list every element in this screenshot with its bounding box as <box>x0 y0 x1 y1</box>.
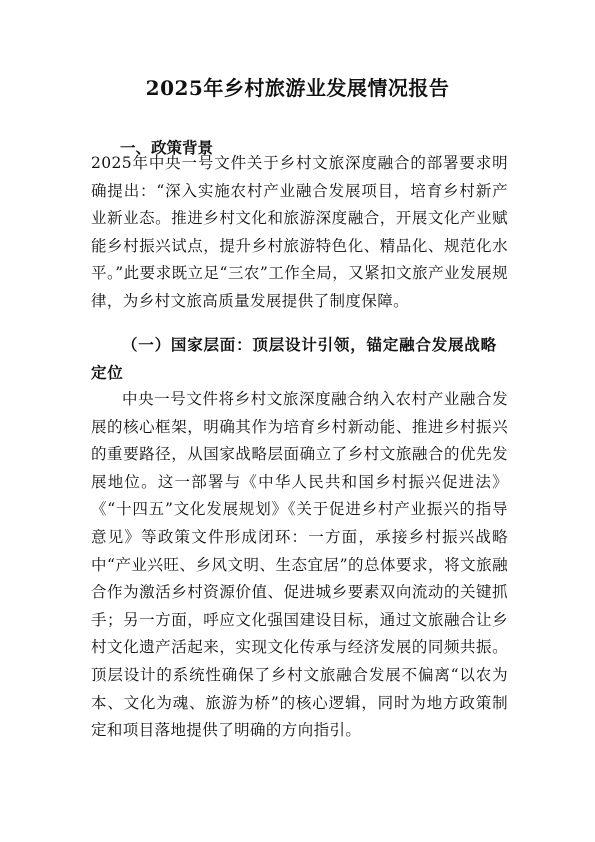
subsection-heading-national-level: （一）国家层面：顶层设计引领，锚定融合发展战略定位 <box>91 335 497 382</box>
paragraph-policy-background <box>91 150 508 316</box>
document-title: 2025年乡村旅游业发展情况报告 <box>145 76 450 100</box>
section-heading-policy-background: 一、政策背景 <box>120 139 214 157</box>
paragraph-text: 2025年中央一号文件关于乡村文旅深度融合的部署要求明确提出：“深入实施农村产业融合发展项目，培育乡村新产业新业态。推进乡村文化和旅游深度融合，开展文化产业赋能乡村振兴试点，提升乡村旅游特色化、精品化、规范化水平。”此要求既立足“三农”工作全局，又紧扣文旅产业发展规律，为乡村文旅高质量发展提供了制度保障。 <box>91 154 508 310</box>
paragraph-national-level: 中央一号文件将乡村文旅深度融合纳入农村产业融合发展的核心框架，明确其作为培育乡村新动能、推进乡村振兴的重要路径，从国家战略层面确立了乡村文旅融合的优先发展地位。这一部署与《中华人民共和国乡村振兴促进法》《“十四五”文化发展规划》《关于促进乡村产业振兴的指导意见》等政策文件形成闭环：一方面，承接乡村振兴战略中“产业兴旺、乡风文明、生态宜居”的总体要求，将文旅融合作为激活乡村资源价值、促进城乡要素双向流动的关键抓手；另一方面，呼应文化强国建设目标，通过文旅融合让乡村文化遗产活起来，实现文化传承与经济发展的同频共振。顶层设计的系统性确保了乡村文旅融合发展不偏离“以农为本、文化为魂、旅游为桥”的核心逻辑，同时为地方政策制定和项目落地提供了明确的方向指引。 <box>91 390 508 740</box>
